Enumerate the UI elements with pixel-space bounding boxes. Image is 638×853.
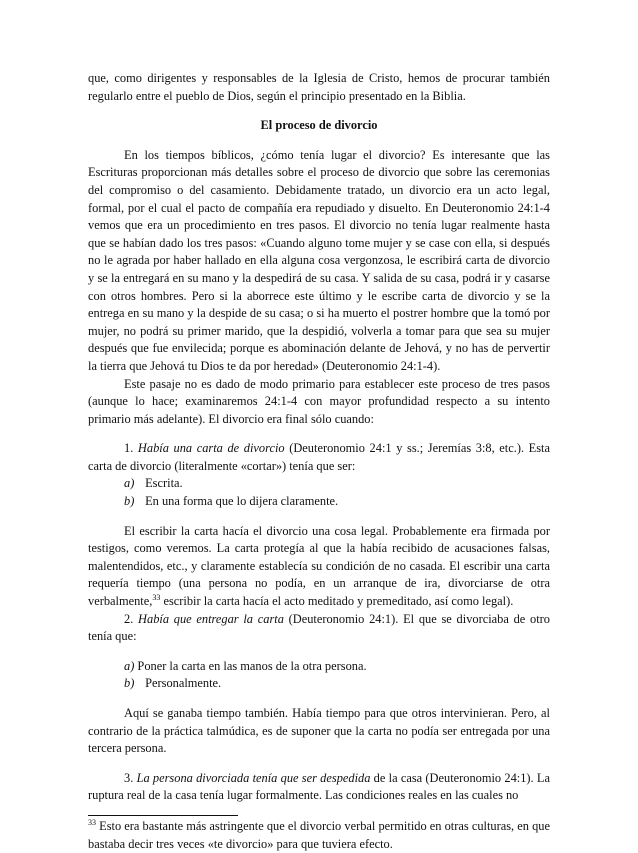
footnote-divider [88, 815, 238, 816]
step-3-number: 3. [124, 770, 134, 785]
step-2-b [88, 675, 550, 693]
paragraph-2: Este pasaje no es dado de modo primario para establecer este proceso de tres pasos (aunque lo hace; examinaremos 24:1-4 con mayor profundidad respecto a su intento primario más adelante). El divorcio era final sólo cuando: [88, 376, 550, 426]
step-3 [88, 770, 550, 805]
paragraph-3 [88, 523, 550, 611]
footnote [88, 818, 550, 853]
step-2-number: 2. [124, 611, 134, 626]
footnote-text: Esto era bastante más astringente que el divorcio verbal permitido en otras culturas, en que bastaba decir tres veces «te divorcio» para que tuviera efecto. [88, 818, 550, 851]
step-1-b-text: En una forma que lo dijera claramente. [145, 494, 339, 509]
step-1 [88, 440, 550, 475]
step-1-text: (Deuteronomio 24:1 y ss.; Jeremías 3:8, etc.). Esta carta de divorcio (literalmente «cortar») tenía que ser: [88, 441, 551, 473]
paragraph-4: Aquí se ganaba tiempo también. Había tiempo para que otros intervinieran. Pero, al contrario de la práctica talmúdica, es de suponer que la carta no podía ser entregada por una tercera persona. [88, 706, 550, 756]
section-heading: El proceso de divorcio [260, 118, 378, 133]
paragraph-3-text-b: escribir la carta hacía el acto meditado y premeditado, así como legal). [160, 594, 514, 609]
step-1-a-key: a) [124, 476, 135, 491]
step-2-a [88, 658, 550, 676]
intro-paragraph: que, como dirigentes y responsables de la Iglesia de Cristo, hemos de procurar también regularlo entre el pueblo de Dios, según el principio presentado en la Biblia. [88, 71, 550, 103]
footnote-mark: 33 [88, 817, 96, 827]
footnote-ref: 33 [152, 592, 161, 602]
document-page [88, 70, 550, 853]
step-2-title: Había que entregar la carta [138, 611, 284, 626]
paragraph-3-text-a: El escribir la carta hacía el divorcio una cosa legal. Probablemente era firmada por testigos, como veremos. La carta protegía al que la había recibido de acusaciones falsas, malentendidos, etc., y claramente establecía su condición de no casada. El escribir una carta requería tiempo (una persona no podía, en un arranque de ira, divorciarse de otra verbalmente, [88, 523, 550, 609]
step-2-a-key: a) [124, 658, 135, 673]
step-1-a-text: Escrita. [145, 476, 183, 491]
step-3-title: La persona divorciada tenía que ser despedida [136, 770, 371, 785]
step-3-text: de la casa (Deuteronomio 24:1). La ruptura real de la casa tenía lugar formalmente. Las condiciones reales en las cuales no [88, 770, 550, 803]
step-1-title: Había una carta de divorcio [137, 441, 285, 456]
step-2-text: (Deuteronomio 24:1). El que se divorciaba de otro tenía que: [88, 611, 550, 644]
step-1-b [88, 493, 550, 511]
step-1-b-key: b) [124, 494, 135, 509]
step-1-number: 1. [124, 441, 134, 456]
paragraph-1: En los tiempos bíblicos, ¿cómo tenía lugar el divorcio? Es interesante que las Escrituras proporcionan más detalles sobre el proceso de divorcio que sobre las ceremonias del compromiso o del casamiento. Debidamente tratado, un divorcio era un acto legal, formal, por el cual el pacto de compañía era repudiado y disuelto. En Deuteronomio 24:1-4 vemos que era un procedimiento en tres pasos. El divorcio no tenía lugar realmente hasta que se habían dado los tres pasos: «Cuando alguno tome mujer y se case con ella, si después no le agrada por haber hallado en ella alguna cosa vergonzosa, le escribirá carta de divorcio y se la entregará en su mano y la despedirá de su casa. Y salida de su casa, podrá ir y casarse con otros hombres. Pero si la aborrece este último y le escribe carta de divorcio y se la entrega en su mano y la despide de su casa; o si ha muerto el postrer hombre que la tomó por mujer, no podrá su primer marido, que la despidió, volverla a tomar para que sea su mujer después que fue envilecida; porque es abominación delante de Jehová, y no has de pervertir la tierra que Jehová tu Dios te da por heredad» (Deuteronomio 24:1-4). [88, 147, 550, 373]
step-2-b-key: b) [124, 676, 135, 691]
step-2-b-text: Personalmente. [145, 676, 222, 691]
step-2 [88, 611, 550, 646]
step-1-a [88, 475, 550, 493]
step-2-a-text: Poner la carta en las manos de la otra persona. [134, 658, 367, 673]
